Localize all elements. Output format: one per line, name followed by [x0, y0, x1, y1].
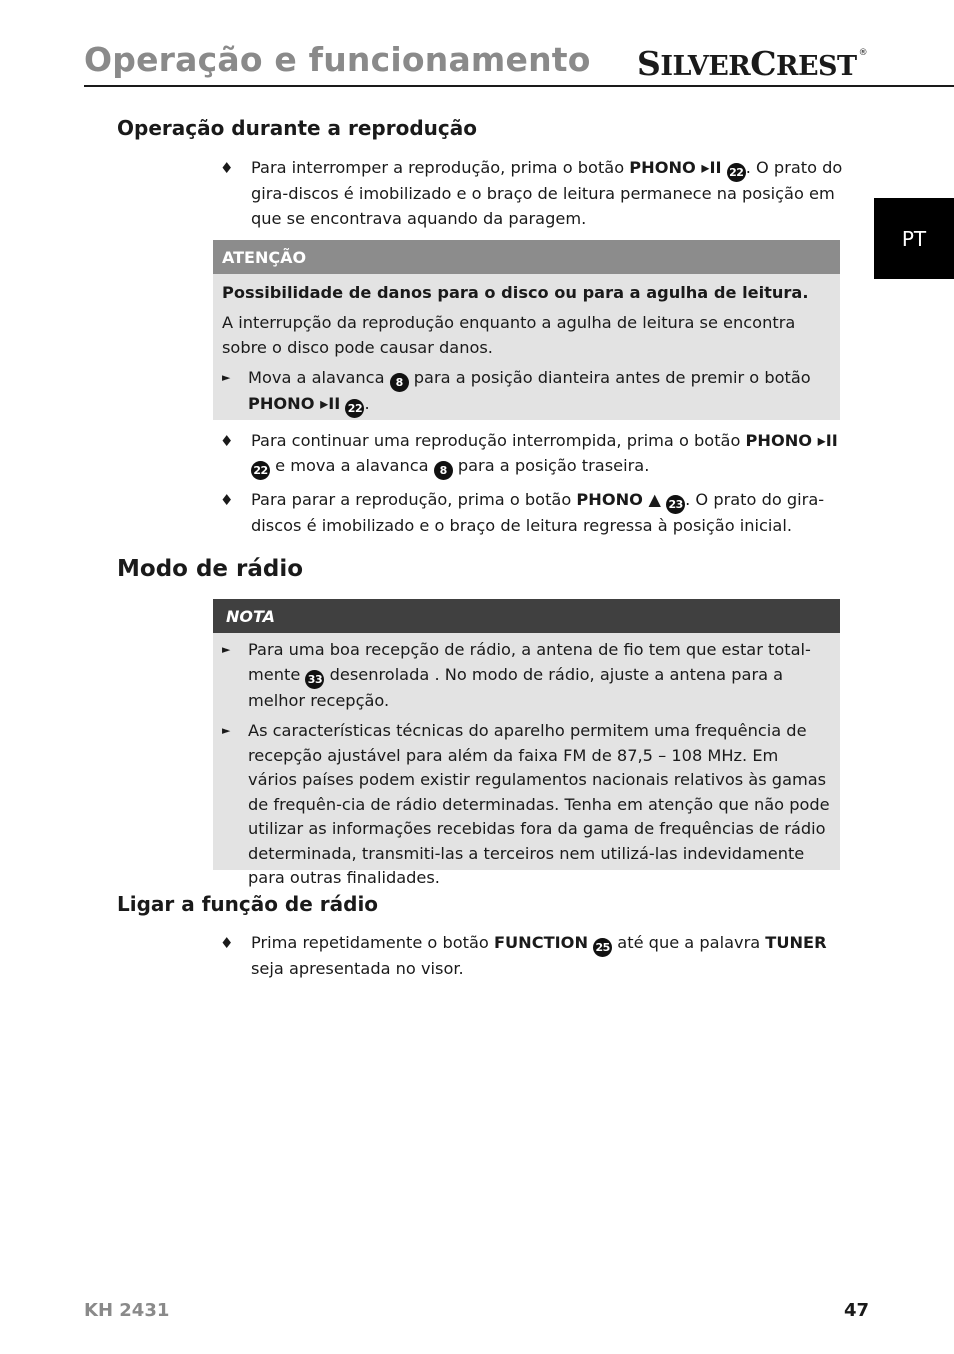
brand-logo: SILVERCREST ® [637, 44, 868, 83]
section-heading-radio: Modo de rádio [117, 556, 304, 582]
diamond-bullet-icon: ♦ [220, 934, 234, 952]
note-item: ► As características técnicas do aparelho permitem uma frequência de recepção ajustável para além da faixa FM de 87,5 – 108 MHz. Em vários países podem existir regulamentos nacionais relativos às gamas de frequên-cia de rádio determinadas. Tenha em atenção que não pode utilizar as informações recebidas fora da gama de frequências de rádio determinada, transmiti-las a terceiros nem utilizá-las indevidamente para outras finalidades. [222, 721, 830, 887]
number-badge: 25 [593, 938, 612, 957]
number-badge: 33 [305, 670, 324, 689]
warning-text: A interrupção da reprodução enquanto a agulha de leitura se encontra sobre o disco pode causar danos. [222, 313, 796, 357]
page-title: Operação e funcionamento [84, 40, 591, 79]
number-badge: 22 [727, 163, 746, 182]
arrow-bullet-icon: ► [222, 371, 231, 384]
number-badge: 8 [390, 373, 409, 392]
diamond-bullet-icon: ♦ [220, 491, 234, 509]
diamond-bullet-icon: ♦ [220, 159, 234, 177]
number-badge: 8 [434, 461, 453, 480]
number-badge: 22 [251, 461, 270, 480]
bullet-item: ♦ Para continuar uma reprodução interrompida, prima o botão PHONO ▸II 22 e mova a alavanca 8 para a posição traseira. [220, 429, 845, 480]
number-badge: 22 [345, 399, 364, 418]
header-rule [84, 85, 954, 87]
section-heading-playback: Operação durante a reprodução [117, 116, 477, 140]
bullet-item: ♦ Prima repetidamente o botão FUNCTION 25 até que a palavra TUNER seja apresentada no visor. [220, 933, 827, 978]
number-badge: 23 [666, 495, 685, 514]
warning-box [213, 240, 840, 420]
bullet-item: ♦ Para parar a reprodução, prima o botão PHONO ▲ 23 . O prato do gira-discos é imobilizado e o braço de leitura regressa à posição inicial. [220, 490, 825, 535]
language-tab: PT [874, 198, 954, 279]
warning-label: ATENÇÃO [213, 240, 840, 274]
note-label: NOTA [213, 599, 840, 633]
note-box [213, 599, 840, 887]
note-item: ► Para uma boa recepção de rádio, a antena de fio tem que estar total-mente 33 desenrolada . No modo de rádio, ajuste a antena para a melhor recepção. [222, 640, 811, 710]
arrow-bullet-icon: ► [222, 724, 231, 737]
model-number: KH 2431 [84, 1300, 170, 1321]
arrow-bullet-icon: ► [222, 643, 231, 656]
warning-step: ► Mova a alavanca 8 para a posição dianteira antes de premir o botão PHONO ▸II 22 . [222, 366, 832, 418]
section-heading-radio-function: Ligar a função de rádio [117, 892, 379, 916]
page-number: 47 [844, 1300, 870, 1321]
diamond-bullet-icon: ♦ [220, 432, 234, 450]
warning-title: Possibilidade de danos para o disco ou para a agulha de leitura. [222, 283, 809, 302]
bullet-item: ♦ Para interromper a reprodução, prima o botão PHONO ▸II 22 . O prato do gira-discos é imobilizado e o braço de leitura permanece na posição em que se encontrava aquando da paragem. [220, 158, 843, 228]
